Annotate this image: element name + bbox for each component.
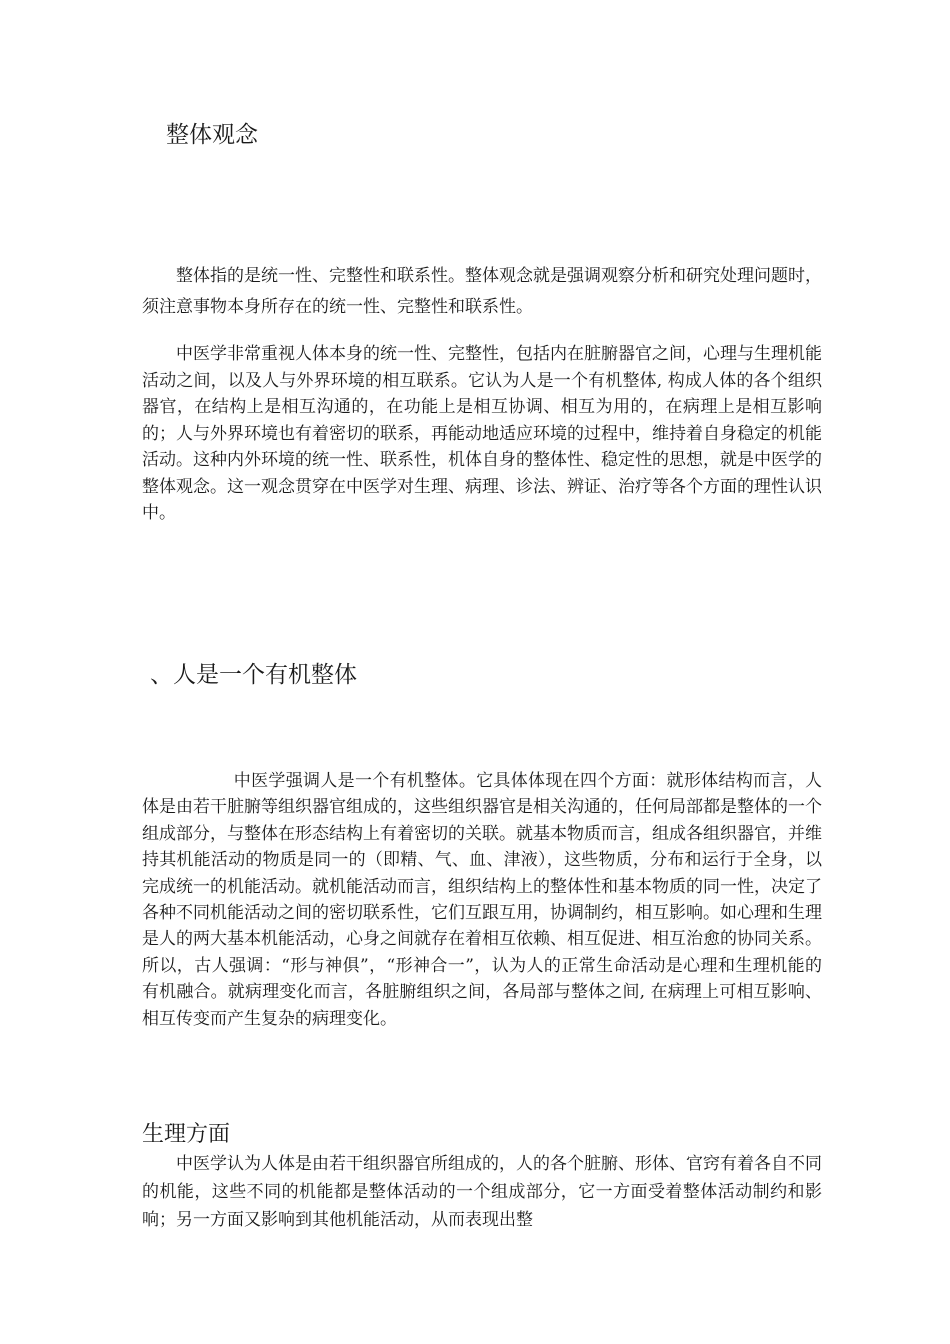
intro-paragraph-1: 整体指的是统一性、完整性和联系性。整体观念就是强调观察分析和研究处理问题时，须注意事物本身所存在的统一性、完整性和联系性。 <box>142 266 822 317</box>
document-title: 整体观念 <box>166 122 258 148</box>
section-paragraph-physiology: 中医学认为人体是由若干组织器官所组成的，人的各个脏腑、形体、官窍有着各自不同的机能，这些不同的机能都是整体活动的一个组成部分，它一方面受着整体活动制约和影响；另一方面又影响到其他机能活动，从而表现出整 <box>142 1154 822 1230</box>
section-paragraph-organic-whole: 中医学强调人是一个有机整体。它具体体现在四个方面：就形体结构而言，人体是由若干脏腑等组织器官组成的，这些组织器官是相关沟通的，任何局部都是整体的一个组成部分，与整体在形态结构上有着密切的关联。就基本物质而言，组成各组织器官，并维持其机能活动的物质是同一的（即精、气、血、津液），这些物质，分布和运行于全身，以完成统一的机能活动。就机能活动而言，组织结构上的整体性和基本物质的同一性，决定了各种不同机能活动之间的密切联系性，它们互跟互用，协调制约，相互影响。如心理和生理是人的两大基本机能活动，心身之间就存在着相互依赖、相互促进、相互治愈的协同关系。所以，古人强调：“形与神俱”，“形神合一”，认为人的正常生命活动是心理和生理机能的有机融合。就病理变化而言，各脏腑组织之间，各局部与整体之间, 在病理上可相互影响、相互传变而产生复杂的病理变化。 <box>142 771 822 1029</box>
intro-paragraph-2: 中医学非常重视人体本身的统一性、完整性，包括内在脏腑器官之间，心理与生理机能活动之间，以及人与外界环境的相互联系。它认为人是一个有机整体, 构成人体的各个组织器官，在结构上是相互沟通的，在功能上是相互协调、相互为用的，在病理上是相互影响的；人与外界环境也有着密切的联系，再能动地适应环境的过程中，维持着自身稳定的机能活动。这种内外环境的统一性、联系性，机体自身的整体性、稳定性的思想，就是中医学的整体观念。这一观念贯穿在中医学对生理、病理、诊法、辨证、治疗等各个方面的理性认识中。 <box>142 344 822 523</box>
section-heading-organic-whole: 、人是一个有机整体 <box>150 662 357 688</box>
section-heading-physiology: 生理方面 <box>142 1122 231 1147</box>
